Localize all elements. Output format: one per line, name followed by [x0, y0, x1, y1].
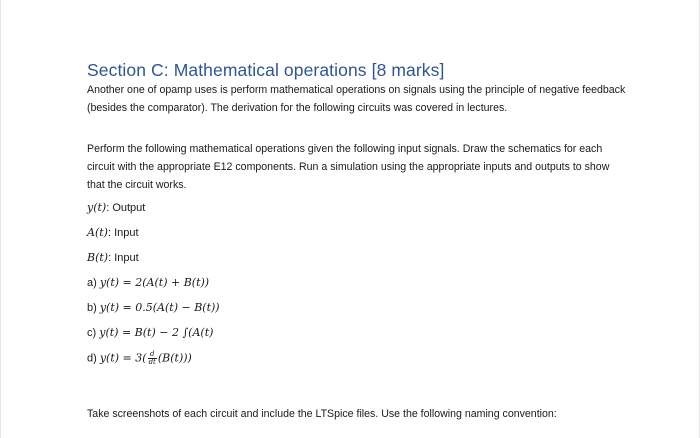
definition-label: : Input: [108, 252, 139, 264]
section-title: Section C: Mathematical operations [8 marks]: [87, 60, 445, 80]
equation-d: [87, 351, 192, 366]
equation-prefix: c): [87, 327, 100, 339]
equation-a: [87, 276, 209, 289]
equation-lhs: y(t) = 3(: [99, 351, 147, 365]
equation-expression: y(t) = 0.5(A(t) − B(t)): [99, 301, 220, 314]
fraction-numerator: d: [148, 351, 157, 359]
equation-c: [87, 326, 213, 339]
definition-input-b: [87, 251, 139, 264]
intro-paragraph: Another one of opamp uses is perform mathematical operations on signals using the principle of negative feedback (besides the comparator). The derivation for the following circuits was covered in lectures.: [87, 84, 626, 114]
definition-symbol: y(t): [87, 201, 107, 214]
equation-prefix: a): [87, 277, 100, 289]
equation-prefix: b): [87, 302, 100, 314]
equation-prefix: d): [87, 352, 100, 365]
footer-instruction: Take screenshots of each circuit and include the LTSpice files. Use the following naming convention:: [87, 408, 557, 420]
equation-expression: y(t) = B(t) − 2 ∫(A(t): [99, 326, 214, 339]
definition-symbol: A(t): [87, 226, 108, 239]
equation-rhs: (B(t))): [157, 351, 192, 365]
definition-label: : Output: [106, 202, 146, 214]
equation-expression: y(t) = 2(A(t) + B(t)): [99, 276, 210, 289]
definition-output: [87, 201, 145, 214]
definition-label: : Input: [107, 227, 139, 239]
equation-b: [87, 301, 220, 314]
definition-input-a: [87, 226, 139, 239]
definition-symbol: B(t): [87, 251, 109, 264]
fraction-denominator: dt: [148, 358, 156, 366]
derivative-fraction: [148, 351, 157, 366]
instructions-paragraph: Perform the following mathematical operations given the following input signals. Draw the schematics for each circuit with the appropriate E12 components. Run a simulation using the appropriate inputs and outputs to show that the circuit works.: [87, 143, 610, 191]
